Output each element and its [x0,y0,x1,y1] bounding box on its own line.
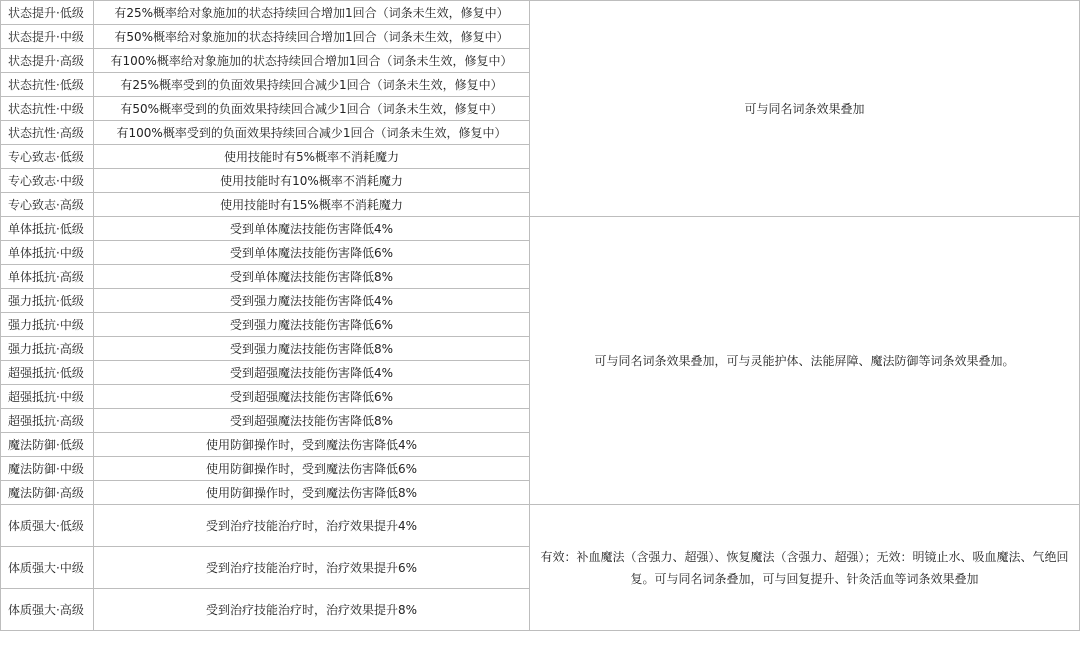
affix-name-cell: 强力抵抗·中级 [1,313,94,337]
affix-name-cell: 超强抵抗·中级 [1,385,94,409]
affix-name-cell: 专心致志·低级 [1,145,94,169]
affix-effect-cell: 使用防御操作时，受到魔法伤害降低8% [94,481,530,505]
stacking-note-cell: 可与同名词条效果叠加，可与灵能护体、法能屏障、魔法防御等词条效果叠加。 [530,217,1080,505]
affix-effect-cell: 使用技能时有10%概率不消耗魔力 [94,169,530,193]
affix-name-cell: 强力抵抗·高级 [1,337,94,361]
affix-effect-cell: 受到治疗技能治疗时，治疗效果提升4% [94,505,530,547]
table-row [1,505,1080,547]
affix-effect-cell: 受到超强魔法技能伤害降低4% [94,361,530,385]
affix-name-cell: 魔法防御·中级 [1,457,94,481]
affix-effect-cell: 使用防御操作时，受到魔法伤害降低4% [94,433,530,457]
affix-effect-cell: 受到强力魔法技能伤害降低8% [94,337,530,361]
affix-effect-cell: 受到单体魔法技能伤害降低8% [94,265,530,289]
affix-name-cell: 魔法防御·低级 [1,433,94,457]
affix-name-cell: 状态抗性·低级 [1,73,94,97]
affix-name-cell: 单体抵抗·高级 [1,265,94,289]
affix-effect-cell: 使用防御操作时，受到魔法伤害降低6% [94,457,530,481]
affix-name-cell: 单体抵抗·低级 [1,217,94,241]
affix-name-cell: 强力抵抗·低级 [1,289,94,313]
affix-name-cell: 超强抵抗·低级 [1,361,94,385]
affix-effect-cell: 受到超强魔法技能伤害降低6% [94,385,530,409]
affix-effect-cell: 受到单体魔法技能伤害降低4% [94,217,530,241]
stacking-note-cell: 有效：补血魔法（含强力、超强）、恢复魔法（含强力、超强）；无效：明镜止水、吸血魔法、气绝回复。可与同名词条叠加，可与回复提升、针灸活血等词条效果叠加 [530,505,1080,631]
affix-name-cell: 单体抵抗·中级 [1,241,94,265]
affix-name-cell: 体质强大·中级 [1,547,94,589]
affix-effect-cell: 使用技能时有15%概率不消耗魔力 [94,193,530,217]
affix-effect-cell: 使用技能时有5%概率不消耗魔力 [94,145,530,169]
stacking-note-cell: 可与同名词条效果叠加 [530,1,1080,217]
affix-effect-cell: 受到单体魔法技能伤害降低6% [94,241,530,265]
affix-name-cell: 专心致志·高级 [1,193,94,217]
affix-effect-cell: 有100%概率给对象施加的状态持续回合增加1回合（词条未生效，修复中） [94,49,530,73]
affix-effect-cell: 有25%概率受到的负面效果持续回合减少1回合（词条未生效，修复中） [94,73,530,97]
affix-name-cell: 状态提升·中级 [1,25,94,49]
affix-name-cell: 体质强大·高级 [1,589,94,631]
affix-effect-cell: 有100%概率受到的负面效果持续回合减少1回合（词条未生效，修复中） [94,121,530,145]
affix-effect-cell: 有50%概率给对象施加的状态持续回合增加1回合（词条未生效，修复中） [94,25,530,49]
affix-effect-cell: 受到超强魔法技能伤害降低8% [94,409,530,433]
table-row [1,217,1080,241]
affix-name-cell: 体质强大·低级 [1,505,94,547]
affix-name-cell: 状态抗性·高级 [1,121,94,145]
affix-name-cell: 状态提升·低级 [1,1,94,25]
table-body [1,1,1080,631]
affix-name-cell: 超强抵抗·高级 [1,409,94,433]
affix-effect-cell: 受到治疗技能治疗时，治疗效果提升8% [94,589,530,631]
table-row [1,1,1080,25]
affix-name-cell: 专心致志·中级 [1,169,94,193]
affix-effect-cell: 受到强力魔法技能伤害降低6% [94,313,530,337]
affix-effect-cell: 受到治疗技能治疗时，治疗效果提升6% [94,547,530,589]
affix-effect-cell: 有50%概率受到的负面效果持续回合减少1回合（词条未生效，修复中） [94,97,530,121]
affix-name-cell: 状态提升·高级 [1,49,94,73]
affix-name-cell: 状态抗性·中级 [1,97,94,121]
affix-name-cell: 魔法防御·高级 [1,481,94,505]
affix-effect-cell: 受到强力魔法技能伤害降低4% [94,289,530,313]
affix-effect-cell: 有25%概率给对象施加的状态持续回合增加1回合（词条未生效，修复中） [94,1,530,25]
